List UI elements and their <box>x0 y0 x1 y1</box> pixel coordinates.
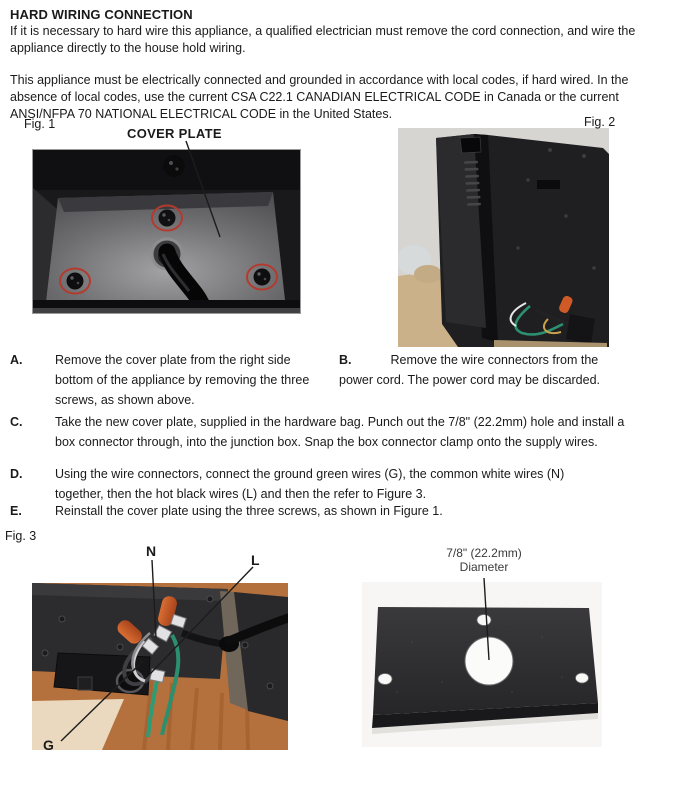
wire-label-n: N <box>146 543 157 559</box>
intro-paragraph-1: If it is necessary to hard wire this appliance, a qualified electrician must remove the cord connection, and wire the appliance directly to the house hold wiring. <box>10 24 636 55</box>
cover-plate-callout: COVER PLATE <box>127 126 222 141</box>
fig3-photo-drawing <box>32 583 288 750</box>
step-a-text: Remove the cover plate from the right side bottom of the appliance by removing the three screws, as shown above. <box>55 353 310 407</box>
fig2-label: Fig. 2 <box>584 115 616 129</box>
plate-diameter-line1: 7/8" (22.2mm) <box>446 546 522 560</box>
plate-diameter-callout <box>404 546 564 574</box>
plate-diameter-line2: Diameter <box>459 560 509 574</box>
step-e <box>10 501 650 521</box>
step-a <box>10 350 310 410</box>
step-b <box>339 350 624 390</box>
fig2-photo-drawing <box>398 128 609 347</box>
wire-label-l: L <box>251 552 260 568</box>
step-b-text: Remove the wire connectors from the power cord. The power cord may be discarded. <box>339 353 601 387</box>
step-b-letter: B. <box>339 353 352 367</box>
step-c <box>10 412 650 452</box>
fig2-appliance-back-photo <box>398 128 609 347</box>
new-cover-plate-photo <box>362 582 602 747</box>
intro-paragraph-2: This appliance must be electrically connected and grounded in accordance with local codes, if hard wired. In the absence of local codes, use the current CSA C22.1 CANADIAN ELECTRICAL CODE in Canada or the current ANSI/NFPA 70 NATIONAL ELECTRICAL CODE in the United States. <box>10 73 629 121</box>
step-c-letter: C. <box>10 415 23 429</box>
fig3-wiring-photo <box>32 583 288 750</box>
fig1-cover-plate-photo <box>33 150 300 313</box>
step-e-letter: E. <box>10 504 22 518</box>
step-d-letter: D. <box>10 467 23 481</box>
step-c-text: Take the new cover plate, supplied in the hardware bag. Punch out the 7/8" (22.2mm) hole and install a box connector through, into the junction box. Snap the box connector clamp onto the supply wires. <box>55 415 625 449</box>
step-e-text: Reinstall the cover plate using the three screws, as shown in Figure 1. <box>55 504 443 518</box>
fig1-photo-drawing <box>33 150 300 313</box>
step-d <box>10 464 650 504</box>
plate-photo-drawing <box>362 582 602 747</box>
section-heading: HARD WIRING CONNECTION <box>10 7 193 22</box>
step-a-letter: A. <box>10 353 23 367</box>
step-d-text: Using the wire connectors, connect the ground green wires (G), the common white wires (N) together, then the hot black wires (L) and then the refer to Figure 3. <box>55 467 565 501</box>
fig1-label: Fig. 1 <box>24 117 56 131</box>
wire-label-g: G <box>43 737 54 753</box>
fig3-label: Fig. 3 <box>5 529 37 543</box>
